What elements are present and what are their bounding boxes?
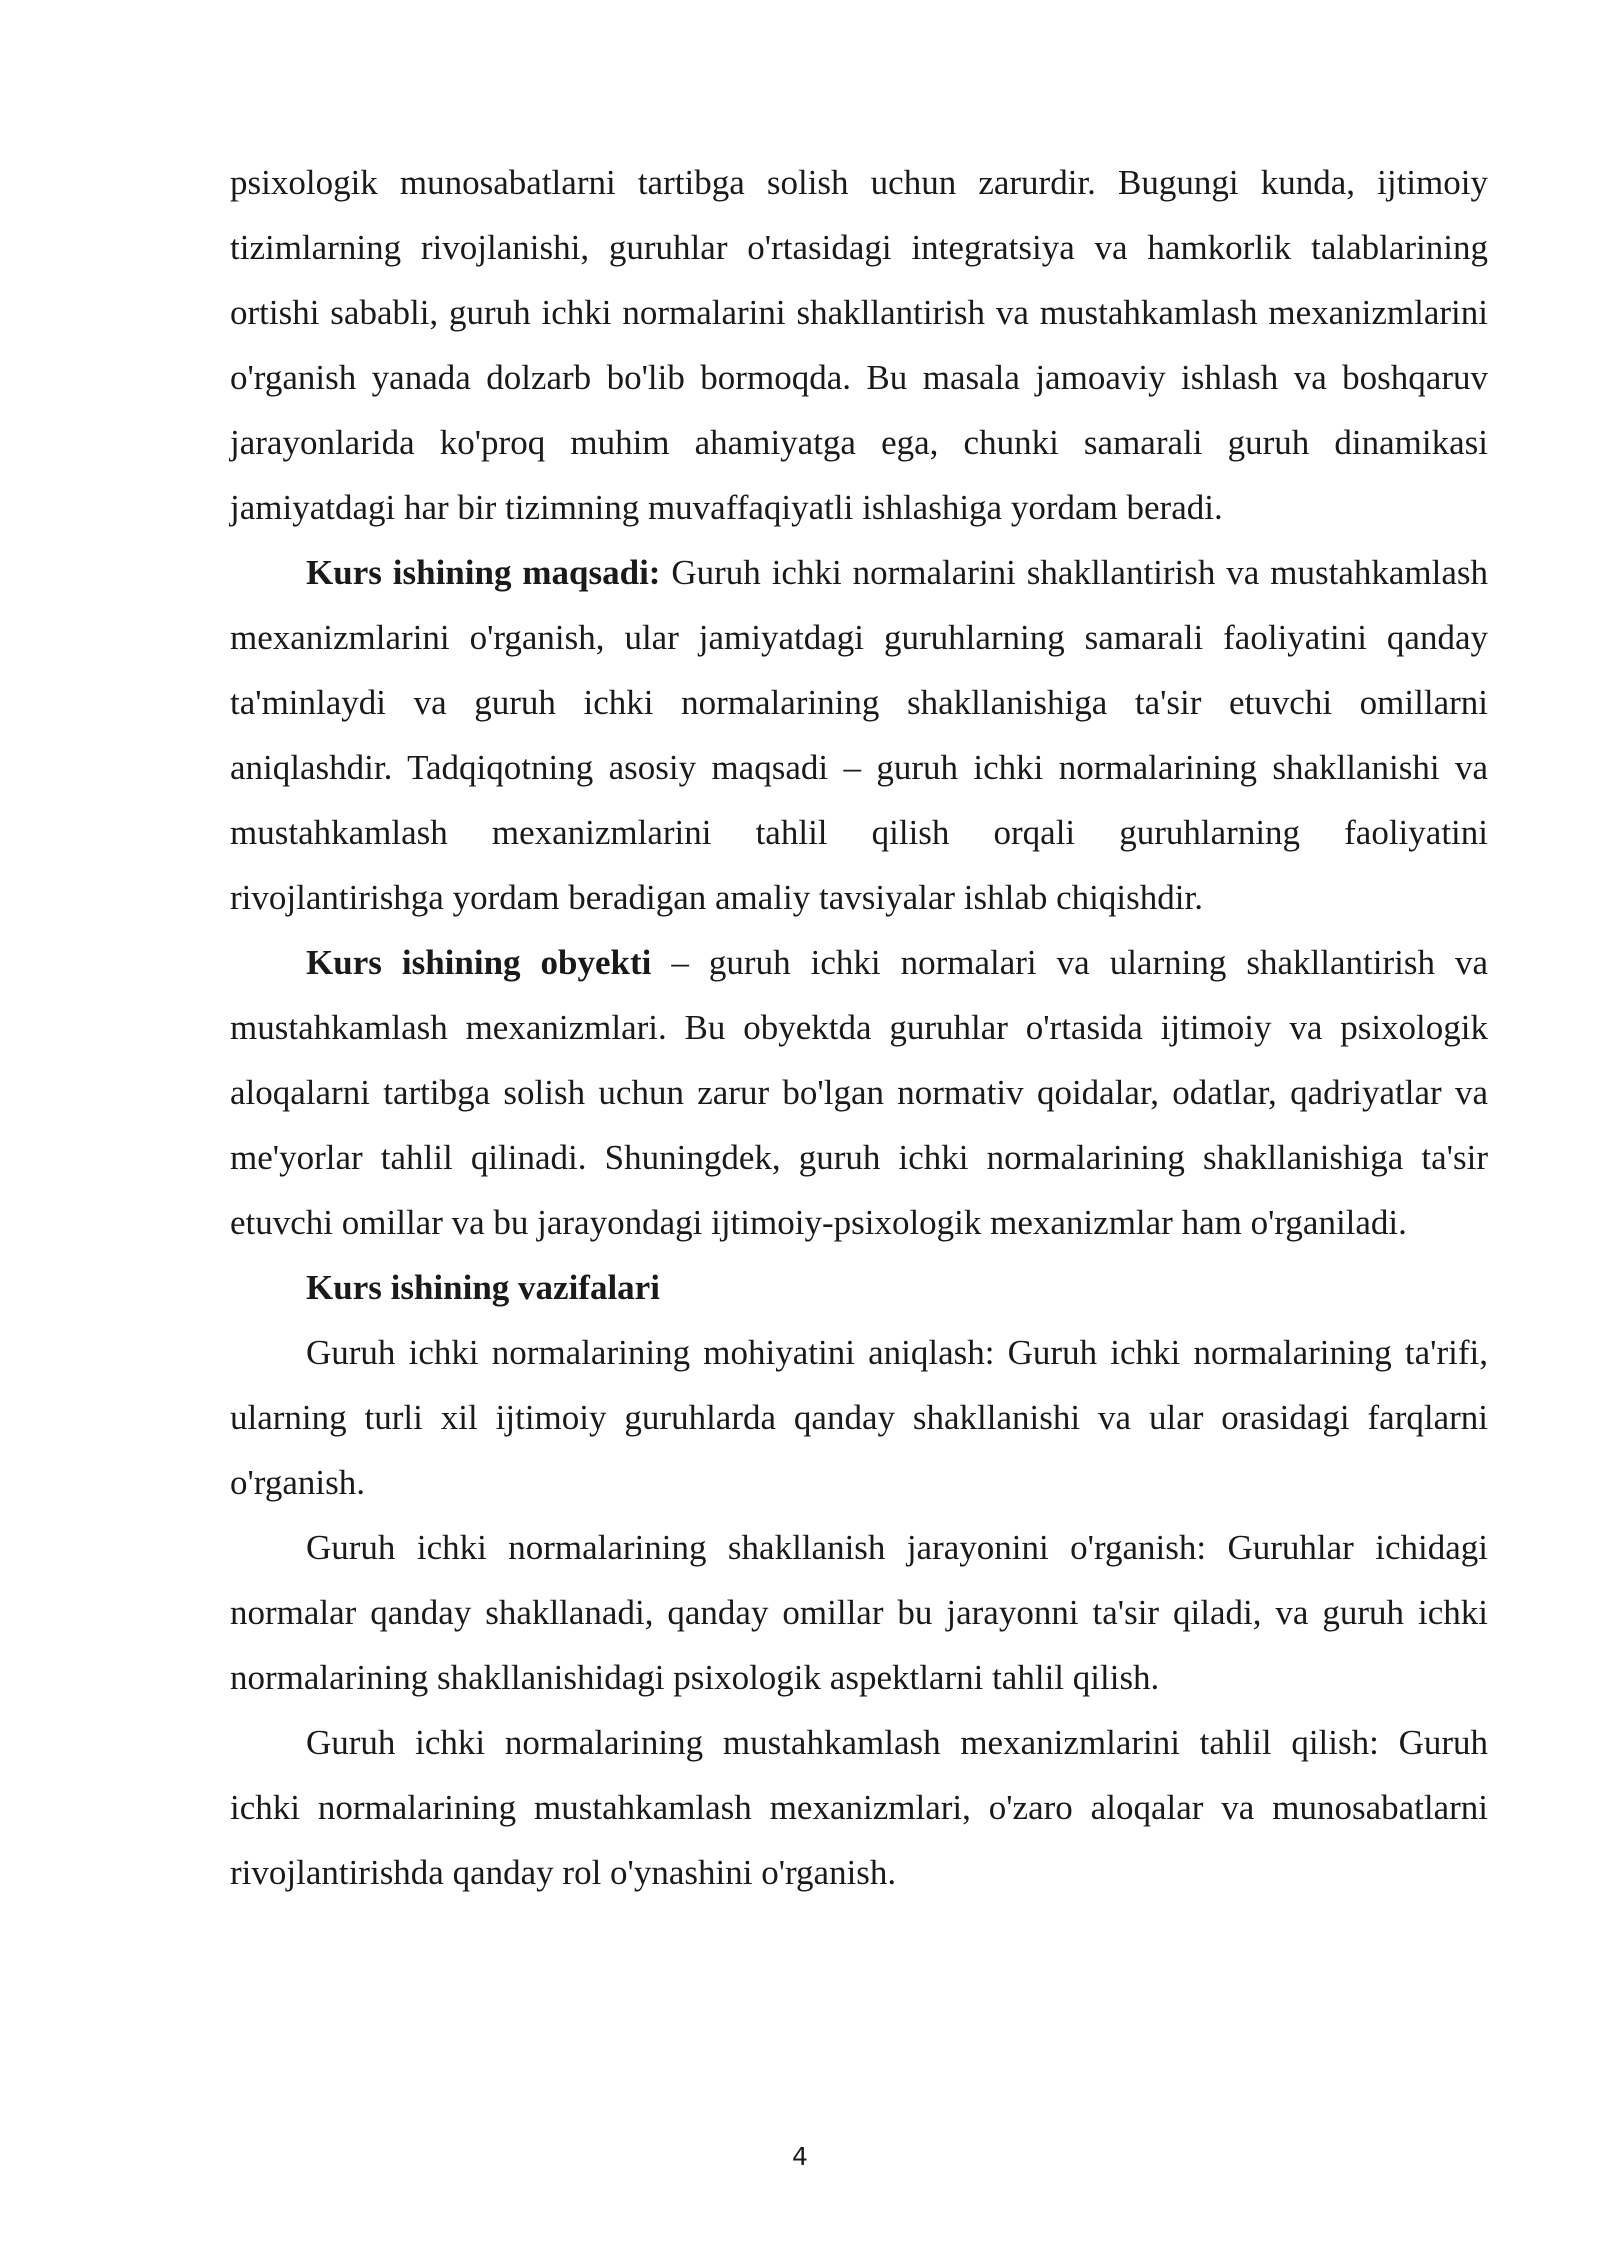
page-number: 4 (792, 2142, 808, 2171)
goal-text: Guruh ichki normalarini shakllantirish va mustahkamlash mexanizmlarini o'rganish, ular jamiyatdagi guruhlarning samarali faoliyatini qanday ta'minlaydi va guruh ichki normalarining shakllanishiga ta'sir etuvchi omillarni aniqlashdir. Tadqiqotning asosiy maqsadi – guruh ichki normalarining shakllanishi va mustahkamlash mexanizmlarini tahlil qilish orqali guruhlarning faoliyatini rivojlantirishga yordam beradigan amaliy tavsiyalar ishlab chiqishdir. (230, 553, 1488, 917)
task-paragraph: Guruh ichki normalarining mustahkamlash mexanizmlarini tahlil qilish: Guruh ichki normalarining mustahkamlash mexanizmlari, o'zaro aloqalar va munosabatlarni rivojlantirishda qanday rol o'ynashini o'rganish. (230, 1723, 1488, 1892)
page-body (230, 150, 1488, 1905)
goal-paragraph (230, 540, 1488, 930)
task-paragraph: Guruh ichki normalarining mohiyatini aniqlash: Guruh ichki normalarining ta'rifi, ularning turli xil ijtimoiy guruhlarda qanday shakllanishi va ular orasidagi farqlarni o'rganish. (230, 1333, 1488, 1502)
object-label: Kurs ishining obyekti (306, 943, 652, 982)
object-paragraph (230, 930, 1488, 1255)
goal-label: Kurs ishining maqsadi: (306, 553, 661, 592)
tasks-heading: Kurs ishining vazifalari (306, 1268, 660, 1307)
continuation-paragraph: psixologik munosabatlarni tartibga solish uchun zarurdir. Bugungi kunda, ijtimoiy tizimlarning rivojlanishi, guruhlar o'rtasidagi integratsiya va hamkorlik talablarining ortishi sababli, guruh ichki normalarini shakllantirish va mustahkamlash mexanizmlarini o'rganish yanada dolzarb bo'lib bormoqda. Bu masala jamoaviy ishlash va boshqaruv jarayonlarida ko'proq muhim ahamiyatga ega, chunki samarali guruh dinamikasi jamiyatdagi har bir tizimning muvaffaqiyatli ishlashiga yordam beradi. (230, 163, 1488, 527)
object-text: – guruh ichki normalari va ularning shakllantirish va mustahkamlash mexanizmlari. Bu obyektda guruhlar o'rtasida ijtimoiy va psixologik aloqalarni tartibga solish uchun zarur bo'lgan normativ qoidalar, odatlar, qadriyatlar va me'yorlar tahlil qilinadi. Shuningdek, guruh ichki normalarining shakllanishiga ta'sir etuvchi omillar va bu jarayondagi ijtimoiy-psixologik mexanizmlar ham o'rganiladi. (230, 943, 1488, 1242)
task-paragraph: Guruh ichki normalarining shakllanish jarayonini o'rganish: Guruhlar ichidagi normalar qanday shakllanadi, qanday omillar bu jarayonni ta'sir qiladi, va guruh ichki normalarining shakllanishidagi psixologik aspektlarni tahlil qilish. (230, 1528, 1488, 1697)
